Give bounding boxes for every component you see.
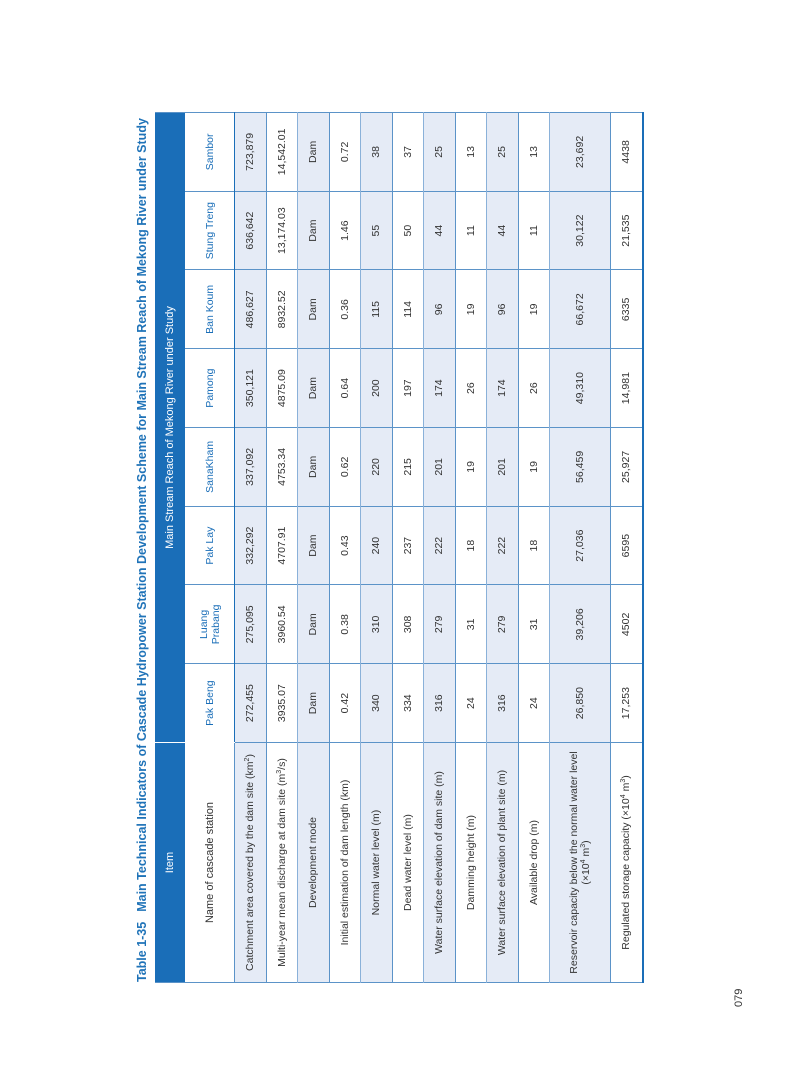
header-group: Main Stream Reach of Mekong River under Study <box>155 113 185 743</box>
table-cell: 30,122 <box>550 191 611 270</box>
table-cell: 49,310 <box>550 349 611 428</box>
header-station: Pak Lay <box>185 506 234 585</box>
table-cell: 17,253 <box>610 664 643 743</box>
table-cell: 201 <box>487 428 519 507</box>
table-row <box>424 113 456 983</box>
table-cell: 220 <box>361 428 393 507</box>
header-item-label: Item <box>164 851 176 874</box>
table-row <box>610 113 643 983</box>
table-title <box>135 118 151 982</box>
table-number: Table 1-35 <box>135 921 149 982</box>
table-cell: 4875.09 <box>266 349 298 428</box>
table-cell: 18 <box>455 506 487 585</box>
table-cell: 11 <box>518 191 550 270</box>
table-cell: 4438 <box>610 113 643 192</box>
table-cell: 19 <box>518 428 550 507</box>
table-cell: 25 <box>424 113 456 192</box>
table-cell: 174 <box>487 349 519 428</box>
table-cell: 19 <box>518 270 550 349</box>
table-cell: 21,535 <box>610 191 643 270</box>
table-cell: 272,455 <box>235 664 267 743</box>
table-cell: 23,692 <box>550 113 611 192</box>
table-cell: 44 <box>487 191 519 270</box>
table-cell: 4707.91 <box>266 506 298 585</box>
table-row <box>487 113 519 983</box>
table-cell: 96 <box>424 270 456 349</box>
technical-indicators-table <box>155 112 644 983</box>
table-cell: 6335 <box>610 270 643 349</box>
table-cell: 4502 <box>610 585 643 664</box>
header-station: Sambor <box>185 113 234 192</box>
table-cell: 39,206 <box>550 585 611 664</box>
table-cell: 197 <box>392 349 424 428</box>
table-row <box>361 113 393 983</box>
table-cell: Dam <box>298 506 330 585</box>
table-cell: 0.64 <box>329 349 361 428</box>
table-cell: 275,095 <box>235 585 267 664</box>
header-row-group <box>155 113 185 983</box>
row-label: Available drop (m) <box>518 743 550 983</box>
table-cell: 0.42 <box>329 664 361 743</box>
table-row <box>235 113 267 983</box>
table-cell: 174 <box>424 349 456 428</box>
row-label: Development mode <box>298 743 330 983</box>
header-station: Stung Treng <box>185 191 234 270</box>
table-row <box>298 113 330 983</box>
table-cell: 0.62 <box>329 428 361 507</box>
row-label: Damming height (m) <box>455 743 487 983</box>
table-cell: Dam <box>298 113 330 192</box>
table-cell: 8932.52 <box>266 270 298 349</box>
header-station: Ban Koum <box>185 270 234 349</box>
table-cell: 337,092 <box>235 428 267 507</box>
table-row <box>329 113 361 983</box>
table-cell: 0.36 <box>329 270 361 349</box>
table-cell: 340 <box>361 664 393 743</box>
table-cell: 13 <box>518 113 550 192</box>
table-cell: 19 <box>455 428 487 507</box>
table-cell: Dam <box>298 585 330 664</box>
row-label: Dead water level (m) <box>392 743 424 983</box>
table-cell: 0.43 <box>329 506 361 585</box>
table-cell: 66,672 <box>550 270 611 349</box>
table-cell: 27,036 <box>550 506 611 585</box>
table-cell: 114 <box>392 270 424 349</box>
table-cell: 26,850 <box>550 664 611 743</box>
table-cell: 222 <box>424 506 456 585</box>
row-label: Normal water level (m) <box>361 743 393 983</box>
table-cell: 332,292 <box>235 506 267 585</box>
table-cell: Dam <box>298 349 330 428</box>
table-cell: 3960.54 <box>266 585 298 664</box>
header-item <box>155 743 235 983</box>
table-cell: 222 <box>487 506 519 585</box>
table-title-text: Main Technical Indicators of Cascade Hydropower Station Development Scheme for Main Stream Reach of Mekong River under Study <box>135 118 149 912</box>
row-label: Reservoir capacity below the normal water level ($\times 10^4$ $m^3$) <box>550 743 611 983</box>
table-cell: 200 <box>361 349 393 428</box>
table-cell: 13,174.03 <box>266 191 298 270</box>
table-cell: 308 <box>392 585 424 664</box>
table-cell: 240 <box>361 506 393 585</box>
table-cell: 636,642 <box>235 191 267 270</box>
table-cell: 6595 <box>610 506 643 585</box>
table-cell: 4753.34 <box>266 428 298 507</box>
table-cell: 0.72 <box>329 113 361 192</box>
table-row <box>550 113 611 983</box>
table-cell: 1.46 <box>329 191 361 270</box>
header-name-label: Name of cascade station <box>185 743 234 982</box>
table-cell: 44 <box>424 191 456 270</box>
table-cell: 237 <box>392 506 424 585</box>
table-cell: 486,627 <box>235 270 267 349</box>
table-cell: 0.38 <box>329 585 361 664</box>
table-cell: 38 <box>361 113 393 192</box>
row-label: Regulated storage capacity ($\times 10^4$ $m^3$) <box>610 743 643 983</box>
table-cell: 350,121 <box>235 349 267 428</box>
table-body <box>235 113 644 983</box>
header-station: Pamong <box>185 349 234 428</box>
header-station: Pak Beng <box>185 664 234 743</box>
table-cell: 316 <box>424 664 456 743</box>
table-cell: 13 <box>455 113 487 192</box>
table-cell: 14,542.01 <box>266 113 298 192</box>
table-cell: 56,459 <box>550 428 611 507</box>
table-cell: 19 <box>455 270 487 349</box>
table-cell: 31 <box>518 585 550 664</box>
page-number: 079 <box>733 988 745 1007</box>
row-label: Multi-year mean discharge at dam site $(m^3/s)$ <box>266 743 298 983</box>
table-cell: Dam <box>298 428 330 507</box>
row-label: Initial estimation of dam length (km) <box>329 743 361 983</box>
table-cell: 215 <box>392 428 424 507</box>
table-cell: 18 <box>518 506 550 585</box>
table-cell: Dam <box>298 270 330 349</box>
table-cell: 55 <box>361 191 393 270</box>
table-cell: 31 <box>455 585 487 664</box>
table-cell: 14,981 <box>610 349 643 428</box>
header-station: SanaKham <box>185 428 234 507</box>
row-label: Water surface elevation of dam site (m) <box>424 743 456 983</box>
table-row <box>392 113 424 983</box>
table-cell: 316 <box>487 664 519 743</box>
table-cell: 37 <box>392 113 424 192</box>
table-cell: 201 <box>424 428 456 507</box>
table-cell: 334 <box>392 664 424 743</box>
table-row <box>266 113 298 983</box>
table-cell: 24 <box>518 664 550 743</box>
table-cell: 25,927 <box>610 428 643 507</box>
table-cell: 96 <box>487 270 519 349</box>
table-cell: 26 <box>518 349 550 428</box>
table-cell: 723,879 <box>235 113 267 192</box>
table-cell: 25 <box>487 113 519 192</box>
table-cell: 3935.07 <box>266 664 298 743</box>
table-row <box>455 113 487 983</box>
table-cell: Dam <box>298 191 330 270</box>
row-label: Water surface elevation of plant site (m) <box>487 743 519 983</box>
header-station: Luang Prabang <box>185 585 234 664</box>
table-cell: 26 <box>455 349 487 428</box>
table-cell: 115 <box>361 270 393 349</box>
table-row <box>518 113 550 983</box>
table-cell: 279 <box>487 585 519 664</box>
table-cell: 11 <box>455 191 487 270</box>
table-cell: 24 <box>455 664 487 743</box>
table-cell: 310 <box>361 585 393 664</box>
table-cell: 50 <box>392 191 424 270</box>
row-label: Catchment area covered by the dam site $(km^2)$ <box>235 743 267 983</box>
table-cell: Dam <box>298 664 330 743</box>
table-cell: 279 <box>424 585 456 664</box>
